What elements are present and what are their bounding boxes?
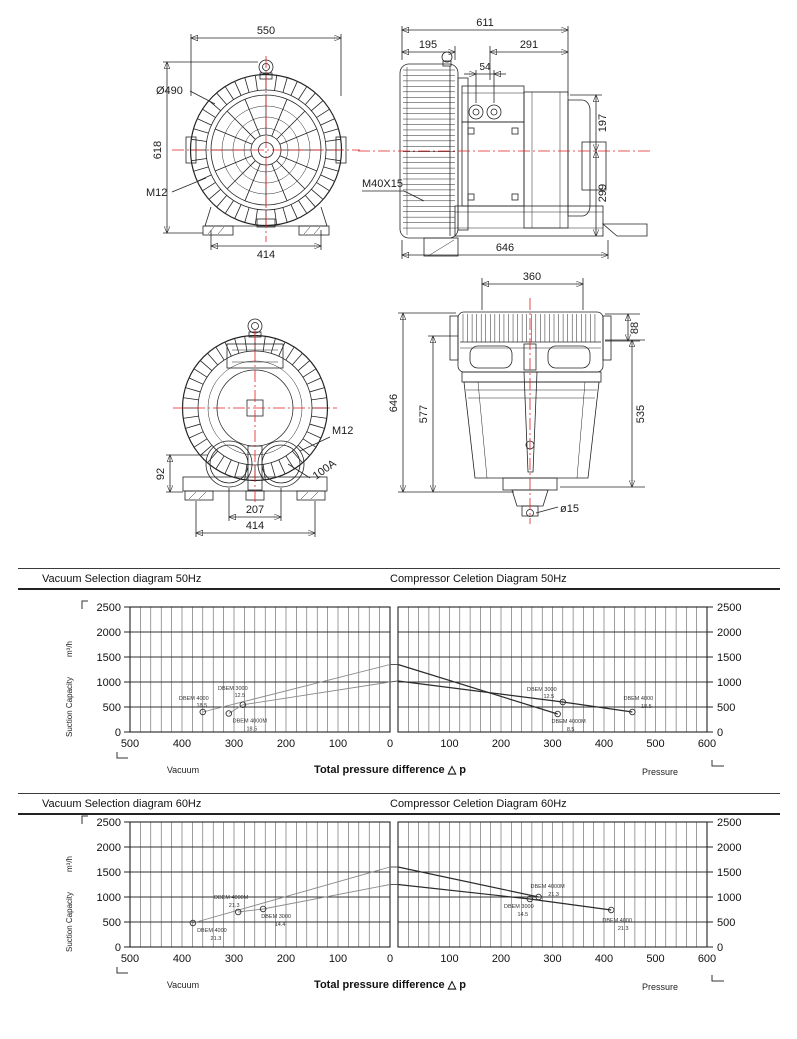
x-tick-vacuum: 300 (224, 738, 244, 750)
series-power-label: 21.3 (617, 926, 629, 932)
y-tick-left: 1000 (96, 892, 121, 904)
compressor-title-50hz: Compressor Celetion Diagram 50Hz (390, 572, 567, 585)
x-tick-pressure: 400 (594, 738, 614, 750)
cable-gland-icon (469, 105, 483, 119)
vacuum-label: Vacuum (166, 765, 200, 775)
dim-top-side-height: 535 (635, 404, 647, 424)
series-power-label: 21.3 (210, 936, 222, 942)
series-label: DBEM 3000 (526, 687, 557, 693)
dim-rear-port-spacing: 207 (245, 504, 265, 516)
series-power-label: 21.3 (228, 903, 240, 909)
corner-glyph-icon (82, 601, 88, 609)
y-tick-left: 0 (114, 727, 121, 739)
y-tick-right: 0 (717, 727, 724, 739)
series-label: DBEM 3000 (504, 904, 534, 910)
y-axis-title: Suction Capacity (65, 676, 74, 738)
dim-side-overall-width: 611 (476, 17, 494, 29)
pressure-difference-label: Total pressure difference △ p (314, 979, 466, 991)
pressure-label: Pressure (641, 982, 679, 992)
dim-front-thread: M12 (146, 187, 168, 199)
dim-front-width-bottom: 414 (256, 249, 276, 261)
y-tick-right: 1000 (717, 892, 742, 904)
x-tick-pressure: 100 (440, 953, 459, 965)
performance-curve (229, 682, 390, 714)
y-tick-left: 500 (102, 917, 121, 929)
dim-front-height: 618 (152, 140, 164, 160)
series-label: DBEM 4000 (178, 696, 209, 702)
vacuum-label: Vacuum (166, 980, 200, 990)
y-tick-right: 2000 (717, 627, 742, 639)
dim-rear-port-size: 100A (310, 457, 339, 483)
y-tick-left: 1000 (96, 677, 121, 689)
x-tick-pressure: 200 (491, 953, 511, 965)
cable-gland-icon (487, 105, 501, 119)
chart-header-50hz (18, 568, 780, 590)
corner-glyph-icon (117, 967, 128, 973)
y-tick-right: 0 (717, 942, 724, 954)
dim-top-width: 360 (522, 271, 542, 283)
selection-chart-50hz (0, 588, 797, 788)
x-tick-pressure: 300 (543, 738, 562, 750)
series-power-label: 12.5 (543, 694, 555, 700)
series-label: DBEM 3000 (218, 685, 248, 692)
y-tick-left: 500 (102, 702, 121, 714)
corner-glyph-icon (117, 752, 128, 758)
rear-view (155, 319, 353, 537)
y-tick-left: 2500 (96, 602, 121, 614)
y-tick-right: 500 (717, 917, 736, 929)
x-tick-vacuum: 0 (386, 953, 394, 965)
series-power-label: 18.5 (246, 726, 258, 733)
corner-glyph-icon (712, 760, 724, 766)
eyebolt-icon (442, 52, 452, 62)
y-tick-right: 2500 (717, 817, 742, 829)
series-label: DBEM 4000 (602, 918, 633, 924)
x-tick-vacuum: 400 (172, 738, 192, 750)
y-axis-unit: m³/h (65, 641, 74, 657)
series-power-label: 21.3 (548, 892, 559, 898)
x-tick-pressure: 400 (594, 953, 614, 965)
x-tick-vacuum: 100 (328, 738, 348, 750)
dim-side-height-below: 299 (597, 183, 609, 203)
dim-front-width-top: 550 (256, 25, 276, 37)
dim-front-diameter: Ø490 (156, 85, 183, 97)
dim-side-motor-width: 291 (519, 39, 539, 51)
series-power-label: 14.4 (274, 922, 286, 928)
y-tick-right: 500 (717, 702, 736, 714)
dim-side-height-above: 197 (597, 113, 609, 133)
series-label: DBEM 4000M (214, 895, 249, 901)
x-tick-pressure: 300 (543, 953, 562, 965)
dim-top-body-height: 577 (418, 404, 430, 424)
y-tick-left: 2000 (96, 627, 121, 639)
y-tick-right: 2500 (717, 602, 742, 614)
x-tick-vacuum: 400 (172, 953, 192, 965)
top-view (388, 271, 647, 524)
series-label: DBEM 4000 (623, 696, 654, 702)
vacuum-title-50hz: Vacuum Selection diagram 50Hz (42, 572, 202, 585)
y-tick-right: 1500 (717, 867, 742, 879)
y-tick-left: 0 (114, 942, 121, 954)
x-tick-pressure: 600 (697, 953, 717, 965)
y-tick-left: 2000 (96, 842, 121, 854)
series-label: DBEM 4000M (551, 719, 586, 725)
x-tick-vacuum: 300 (224, 953, 244, 965)
y-axis-unit: m³/h (65, 856, 74, 872)
vacuum-title-60hz: Vacuum Selection diagram 60Hz (42, 797, 202, 810)
pressure-difference-label: Total pressure difference △ p (314, 764, 466, 776)
x-tick-pressure: 500 (646, 738, 665, 750)
dim-top-overall-height: 646 (388, 393, 400, 413)
side-view (358, 17, 652, 259)
series-label: DBEM 4000M (232, 718, 267, 725)
front-view (146, 25, 360, 261)
x-tick-pressure: 100 (440, 738, 459, 750)
x-tick-pressure: 500 (646, 953, 665, 965)
curve-gap-link (390, 681, 398, 682)
series-power-label: 18.5 (640, 704, 652, 710)
series-label: DBEM 4000 (197, 928, 227, 934)
corner-glyph-icon (712, 975, 724, 981)
series-label: DBEM 3000 (261, 914, 291, 920)
y-tick-left: 2500 (96, 817, 121, 829)
y-tick-right: 1500 (717, 652, 742, 664)
dim-rear-thread: M12 (332, 425, 354, 437)
x-tick-pressure: 600 (697, 738, 717, 750)
dim-side-gland-spacing: 54 (479, 62, 491, 73)
y-tick-right: 2000 (717, 842, 742, 854)
x-tick-vacuum: 500 (120, 953, 140, 965)
dim-side-inlet-thread: M40X15 (362, 178, 403, 190)
dim-top-drain: ø15 (560, 503, 579, 515)
series-power-label: 8.5 (566, 727, 575, 733)
series-power-label: 18.5 (196, 703, 208, 709)
dim-rear-foot-height: 92 (155, 467, 167, 481)
x-tick-vacuum: 500 (120, 738, 140, 750)
series-label: DBEM 4000M (530, 884, 565, 890)
series-power-label: 14.5 (517, 912, 529, 918)
x-tick-vacuum: 200 (276, 953, 296, 965)
pressure-label: Pressure (641, 767, 679, 777)
dim-side-overall-length: 646 (495, 242, 515, 254)
y-tick-right: 1000 (717, 677, 742, 689)
x-tick-vacuum: 200 (276, 738, 296, 750)
dim-side-housing-width: 195 (418, 39, 438, 51)
x-tick-pressure: 200 (491, 738, 511, 750)
dim-top-height-88: 88 (629, 321, 641, 335)
compressor-title-60hz: Compressor Celetion Diagram 60Hz (390, 797, 567, 810)
y-axis-title: Suction Capacity (65, 891, 74, 953)
series-power-label: 12.5 (234, 692, 246, 699)
dim-rear-width-bottom: 414 (245, 520, 265, 532)
y-tick-left: 1500 (96, 867, 121, 879)
y-tick-left: 1500 (96, 652, 121, 664)
x-tick-vacuum: 0 (386, 738, 394, 750)
selection-chart-60hz (0, 812, 797, 1022)
corner-glyph-icon (82, 816, 88, 824)
x-tick-vacuum: 100 (328, 953, 348, 965)
